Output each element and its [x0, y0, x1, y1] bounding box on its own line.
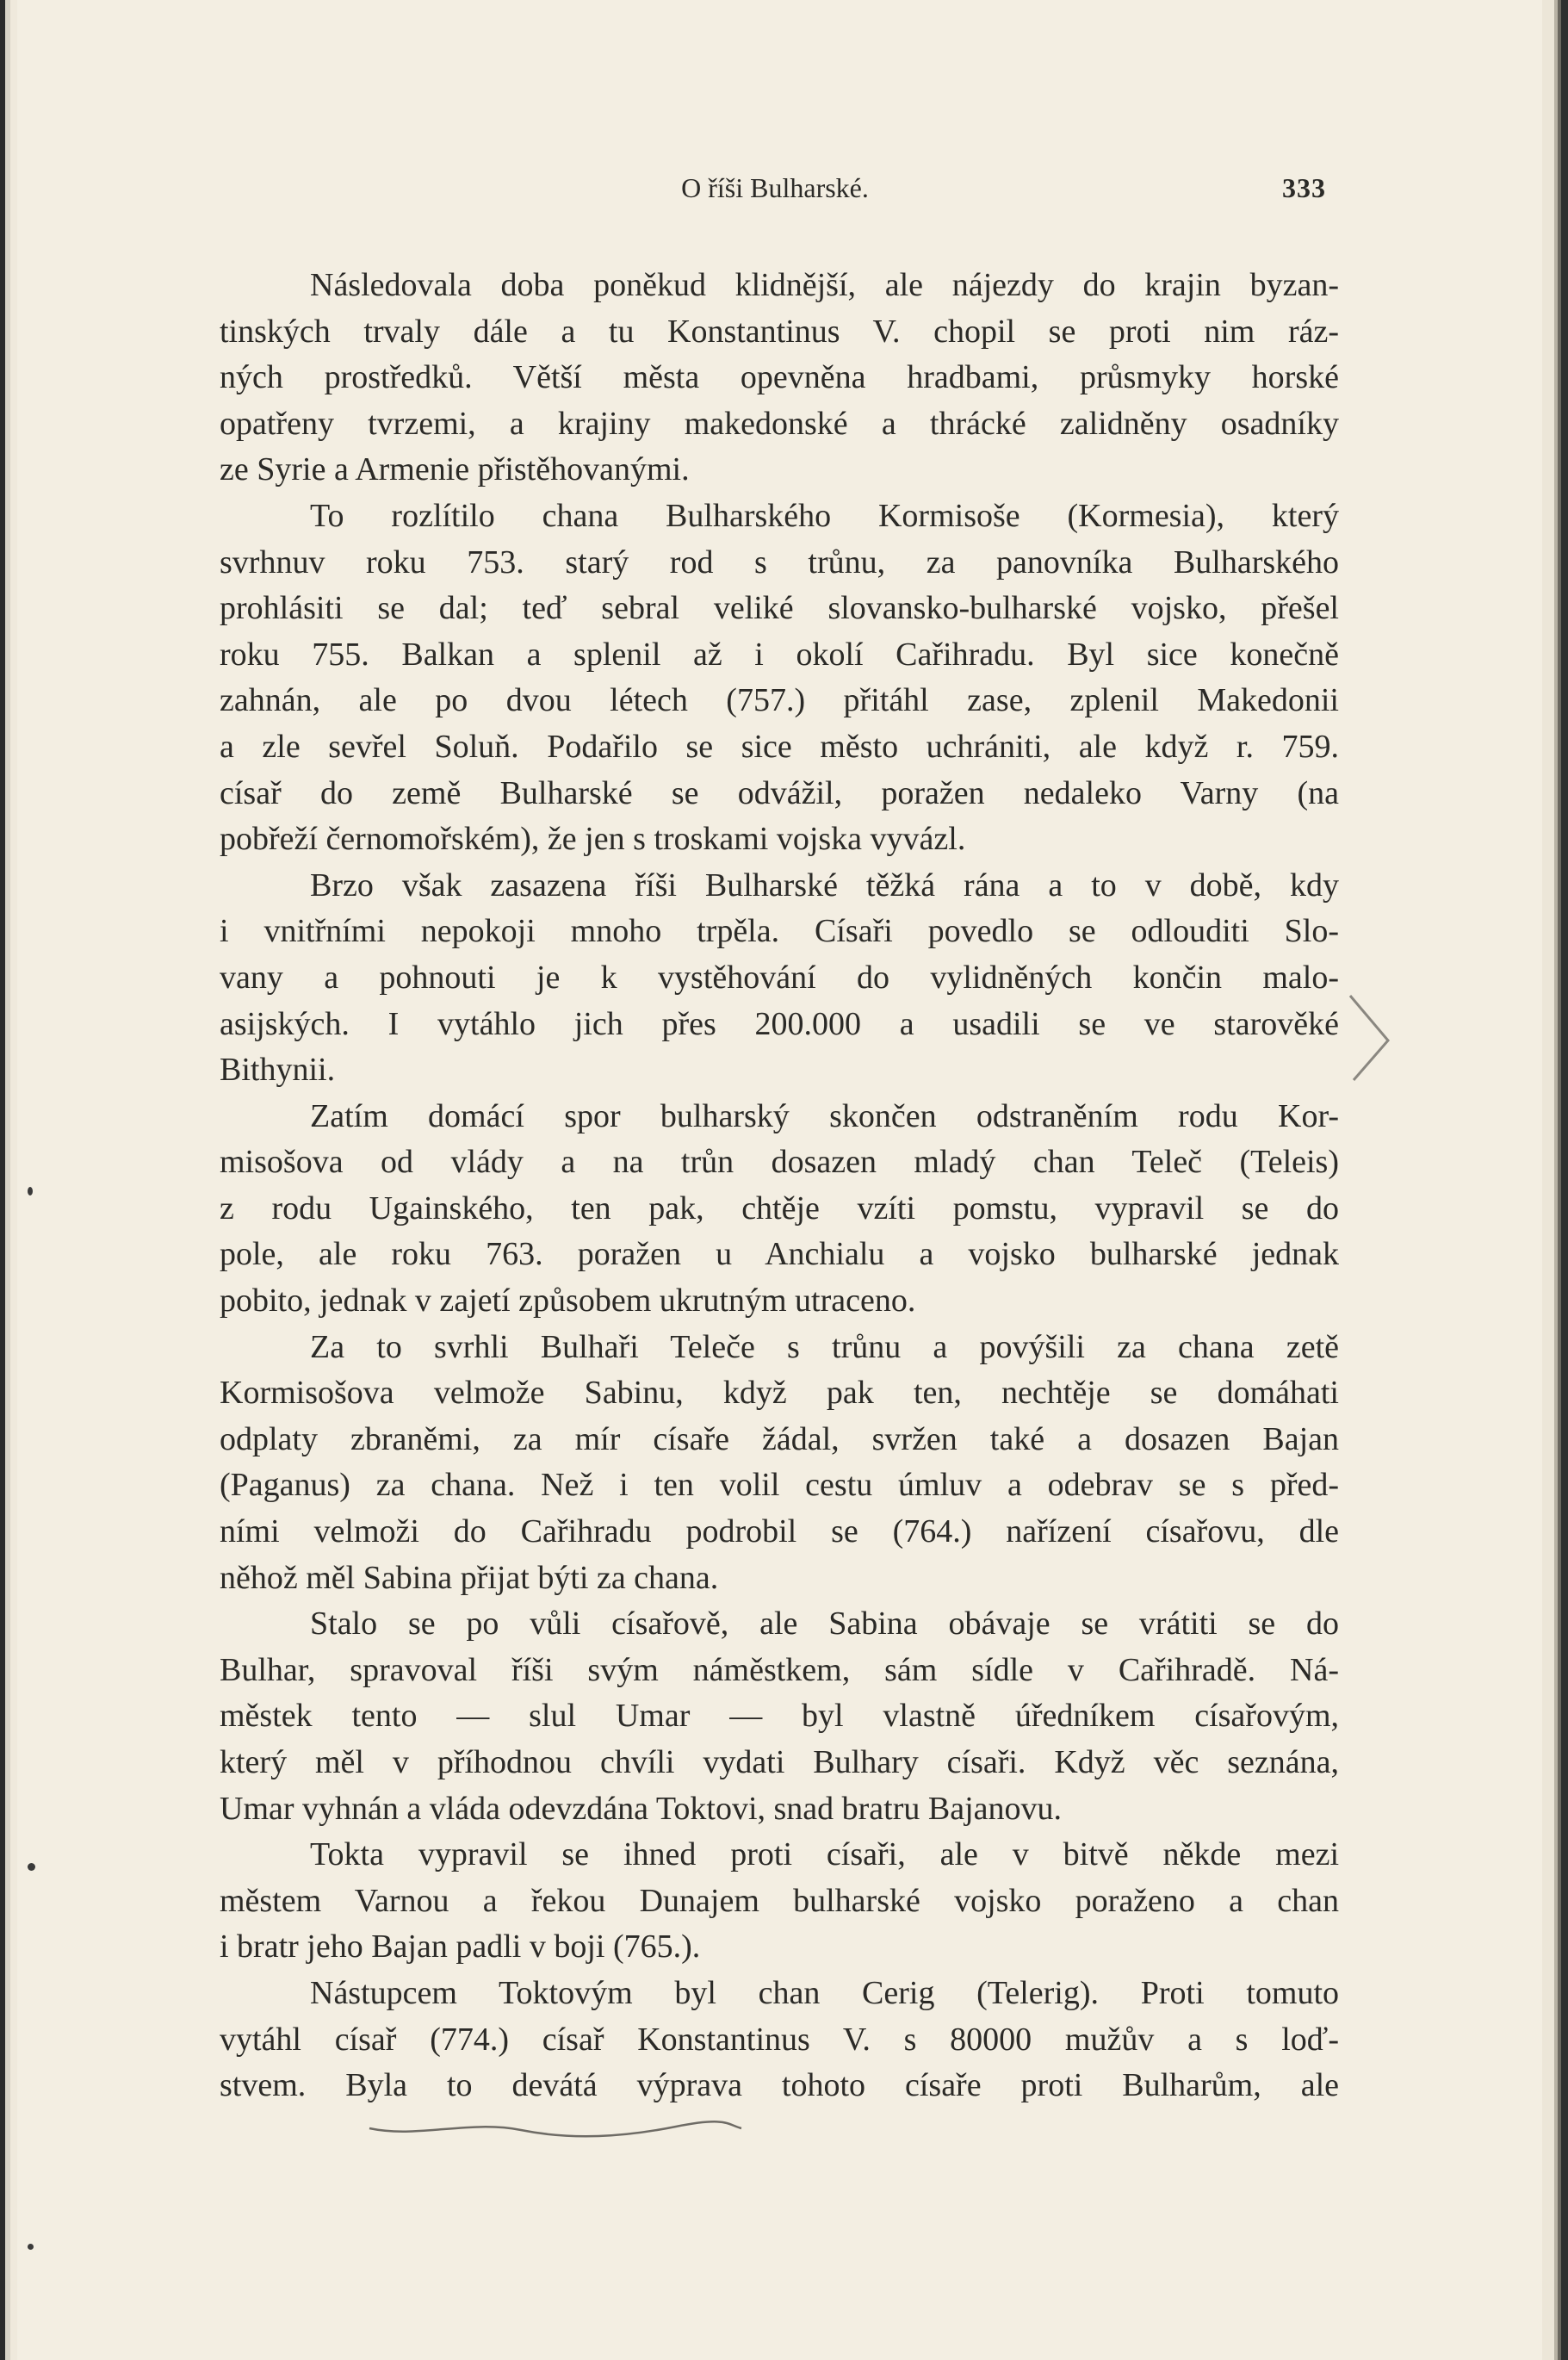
text-line: a zle sevřel Soluň. Podařilo se sice město uchrániti, ale když r. 759. [220, 728, 1339, 765]
text-line: Brzo však zasazena říši Bulharské těžká rána a to v době, kdy [310, 866, 1339, 904]
text-line: Následovala doba poněkud klidnější, ale nájezdy do krajin byzan- [310, 267, 1339, 303]
text-line: prohlásiti se dal; teď sebral veliké slovansko-bulharské vojsko, přešel [220, 590, 1339, 627]
text-line: (Paganus) za chana. Než i ten volil cestu úmluv a odebrav se s před- [220, 1467, 1339, 1504]
body-text [220, 263, 1339, 2109]
text-line: císař do země Bulharské se odvážil, poražen nedaleko Varny (na [220, 774, 1339, 811]
page-edge-right [1542, 0, 1568, 2360]
text-line: něhož měl Sabina přijat býti za chana. [220, 1559, 719, 1596]
text-line: ze Syrie a Armenie přistěhovanými. [220, 451, 690, 488]
text-line: Kormisošova velmože Sabinu, když pak ten, nechtěje se domáhati [220, 1375, 1339, 1412]
text-line: Umar vyhnán a vláda odevzdána Toktovi, snad bratru Bajanovu. [220, 1790, 1063, 1827]
margin-mark [28, 2244, 34, 2250]
text-line: pobito, jednak v zajetí způsobem ukrutným utraceno. [220, 1282, 916, 1320]
text-line: i vnitřními nepokoji mnoho trpěla. Císaři povedlo se odlouditi Slo- [220, 913, 1339, 950]
text-line: odplaty zbraněmi, za mír císaře žádal, svržen také a dosazen Bajan [220, 1420, 1339, 1457]
text-line: Zatím domácí spor bulharský skončen odstraněním rodu Kor- [310, 1097, 1339, 1134]
text-line: Za to svrhli Bulhaři Teleče s trůnu a povýšili za chana zetě [310, 1328, 1339, 1365]
text-line: vytáhl císař (774.) císař Konstantinus V. s 80000 mužův a s loď- [220, 2021, 1339, 2058]
margin-mark [28, 1187, 33, 1196]
text-line: pobřeží černomořském), že jen s troskami vojska vyvázl. [220, 821, 966, 858]
pencil-underline-mark [366, 2115, 745, 2140]
margin-chevron-mark [1343, 991, 1395, 1085]
text-line: ných prostředků. Větší města opevněna hradbami, průsmyky horské [220, 359, 1339, 396]
text-line: roku 755. Balkan a splenil až i okolí Cařihradu. Byl sice konečně [220, 636, 1339, 673]
running-title: O říši Bulharské. [681, 172, 869, 203]
text-line: pole, ale roku 763. poražen u Anchialu a vojsko bulharské jednak [220, 1236, 1339, 1273]
text-line: opatřeny tvrzemi, a krajiny makedonské a thrácké zalidněny osadníky [220, 405, 1339, 442]
page-edge-left [0, 0, 17, 2360]
text-line: Tokta vypravil se ihned proti císaři, ale v bitvě někde mezi [310, 1836, 1339, 1873]
text-line: svrhnuv roku 753. starý rod s trůnu, za panovníka Bulharského [220, 543, 1339, 581]
text-line: městem Varnou a řekou Dunajem bulharské vojsko poraženo a chan [220, 1882, 1339, 1919]
text-line: z rodu Ugainského, ten pak, chtěje vzíti pomstu, vypravil se do [220, 1189, 1339, 1227]
text-line: ními velmoži do Cařihradu podrobil se (764.) nařízení císařovu, dle [220, 1513, 1339, 1550]
text-line: zahnán, ale po dvou létech (757.) přitáhl zase, zplenil Makedonii [220, 682, 1339, 719]
page-number: 333 [1282, 172, 1326, 203]
text-line: Bithynii. [220, 1052, 336, 1089]
text-line: který měl v příhodnou chvíli vydati Bulhary císaři. Když věc seznána, [220, 1744, 1339, 1780]
text-line: Bulhar, spravoval říši svým náměstkem, sám sídle v Cařihradě. Ná- [220, 1651, 1339, 1688]
text-line: vany a pohnouti je k vystěhování do vylidněných končin malo- [220, 959, 1339, 996]
text-line: asijských. I vytáhlo jich přes 200.000 a usadili se ve starověké [220, 1005, 1339, 1042]
text-line: městek tento — slul Umar — byl vlastně úředníkem císařovým, [220, 1698, 1339, 1735]
text-line: i bratr jeho Bajan padli v boji (765.). [220, 1928, 701, 1966]
page-header [224, 172, 1326, 215]
text-line: To rozlítilo chana Bulharského Kormisoše (Kormesia), který [310, 497, 1339, 534]
text-line: misošova od vlády a na trůn dosazen mladý chan Teleč (Teleis) [220, 1144, 1339, 1181]
text-line: Nástupcem Toktovým byl chan Cerig (Telerig). Proti tomuto [310, 1974, 1339, 2011]
text-line: stvem. Byla to devátá výprava tohoto císaře proti Bulharům, ale [220, 2067, 1339, 2104]
margin-mark [28, 1863, 35, 1871]
text-line: Stalo se po vůli císařově, ale Sabina obávaje se vrátiti se do [310, 1605, 1339, 1643]
text-line: tinských trvaly dále a tu Konstantinus V. chopil se proti nim ráz- [220, 313, 1339, 350]
